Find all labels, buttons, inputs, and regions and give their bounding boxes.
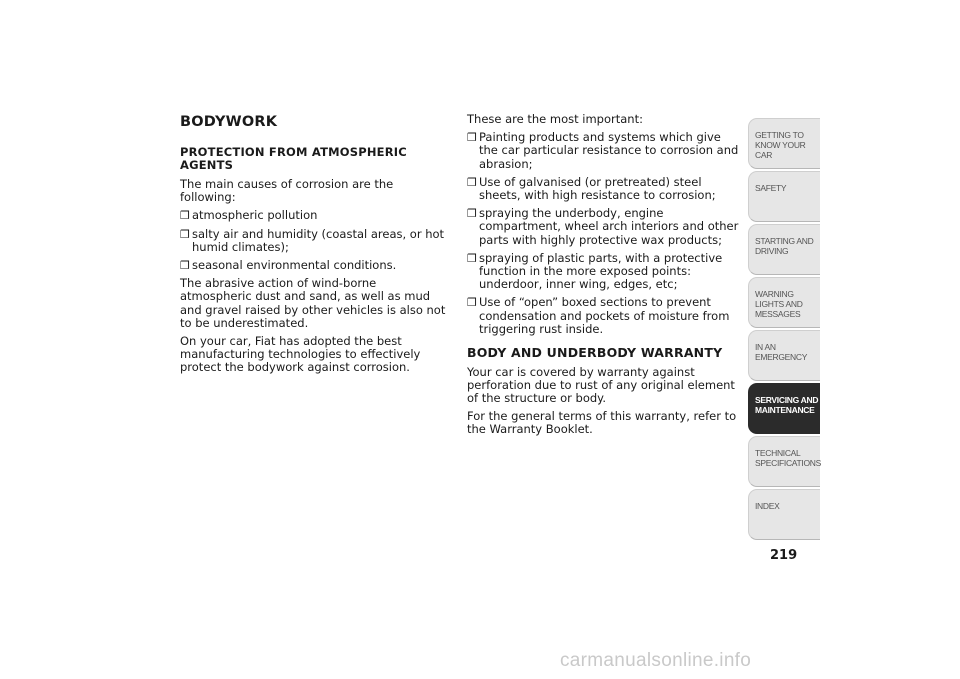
tab-in-an-emergency[interactable]: IN AN EMERGENCY [748, 330, 820, 381]
subsection-title: PROTECTION FROM ATMOSPHERIC AGENTS [180, 145, 407, 172]
list-item: ❒ seasonal environmental conditions. [180, 258, 397, 273]
checkbox-bullet-icon: ❒ [467, 296, 477, 310]
checkbox-bullet-icon: ❒ [467, 251, 477, 265]
watermark: carmanualsonline.info [560, 650, 752, 671]
warranty-terms-paragraph: For the general terms of this warranty, refer to the Warranty Booklet. [467, 409, 737, 437]
causes-list [180, 209, 450, 272]
list-item: ❒ Painting products and systems which give the car particular resistance to corrosion and abrasion; [467, 130, 739, 171]
intro-paragraph: These are the most important: [467, 112, 643, 126]
tab-starting-and-driving[interactable]: STARTING AND DRIVING [748, 224, 820, 275]
checkbox-bullet-icon: ❒ [180, 259, 190, 273]
right-column [467, 113, 742, 442]
tab-servicing-and-maintenance[interactable]: SERVICING AND MAINTENANCE [748, 383, 820, 434]
list-item: ❒ Use of “open” boxed sections to prevent condensation and pockets of moisture from triggering rust inside. [467, 295, 730, 336]
tab-warning-lights-and-messages[interactable]: WARNING LIGHTS AND MESSAGES [748, 277, 820, 328]
list-item: ❒ salty air and humidity (coastal areas, or hot humid climates); [180, 226, 445, 254]
page-number: 219 [770, 548, 798, 563]
warranty-heading: BODY AND UNDERBODY WARRANTY [467, 345, 723, 361]
tab-technical-specifications[interactable]: TECHNICAL SPECIFICATIONS [748, 436, 820, 487]
warranty-paragraph: Your car is covered by warranty against perforation due to rust of any original element of the structure or body. [467, 364, 735, 405]
list-item: ❒ Use of galvanised (or pretreated) steel sheets, with high resistance to corrosion; [467, 174, 716, 203]
section-title: BODYWORK [180, 114, 278, 130]
left-column [180, 113, 450, 380]
list-item: ❒ atmospheric pollution [180, 208, 318, 223]
list-item: ❒ spraying the underbody, engine compartment, wheel arch interiors and other parts with highly protective wax products; [467, 206, 739, 247]
checkbox-bullet-icon: ❒ [467, 207, 477, 221]
intro-paragraph: The main causes of corrosion are the following: [180, 177, 394, 205]
checkbox-bullet-icon: ❒ [467, 175, 477, 189]
protection-paragraph: On your car, Fiat has adopted the best manufacturing technologies to effectively protect the bodywork against corrosion. [180, 334, 421, 375]
checkbox-bullet-icon: ❒ [180, 209, 190, 223]
checkbox-bullet-icon: ❒ [180, 227, 190, 241]
list-item: ❒ spraying of plastic parts, with a protective function in the more exposed points: underdoor, inner wing, edges, etc; [467, 250, 723, 292]
measures-list [467, 131, 742, 336]
chapter-tabs [748, 118, 820, 542]
tab-safety[interactable]: SAFETY [748, 171, 820, 222]
abrasion-paragraph: The abrasive action of wind-borne atmospheric dust and sand, as well as mud and gravel raised by other vehicles is also not to be underestimated. [180, 276, 446, 330]
tab-getting-to-know-your-car[interactable]: GETTING TO KNOW YOUR CAR [748, 118, 820, 169]
tab-index[interactable]: INDEX [748, 489, 820, 540]
checkbox-bullet-icon: ❒ [467, 131, 477, 145]
